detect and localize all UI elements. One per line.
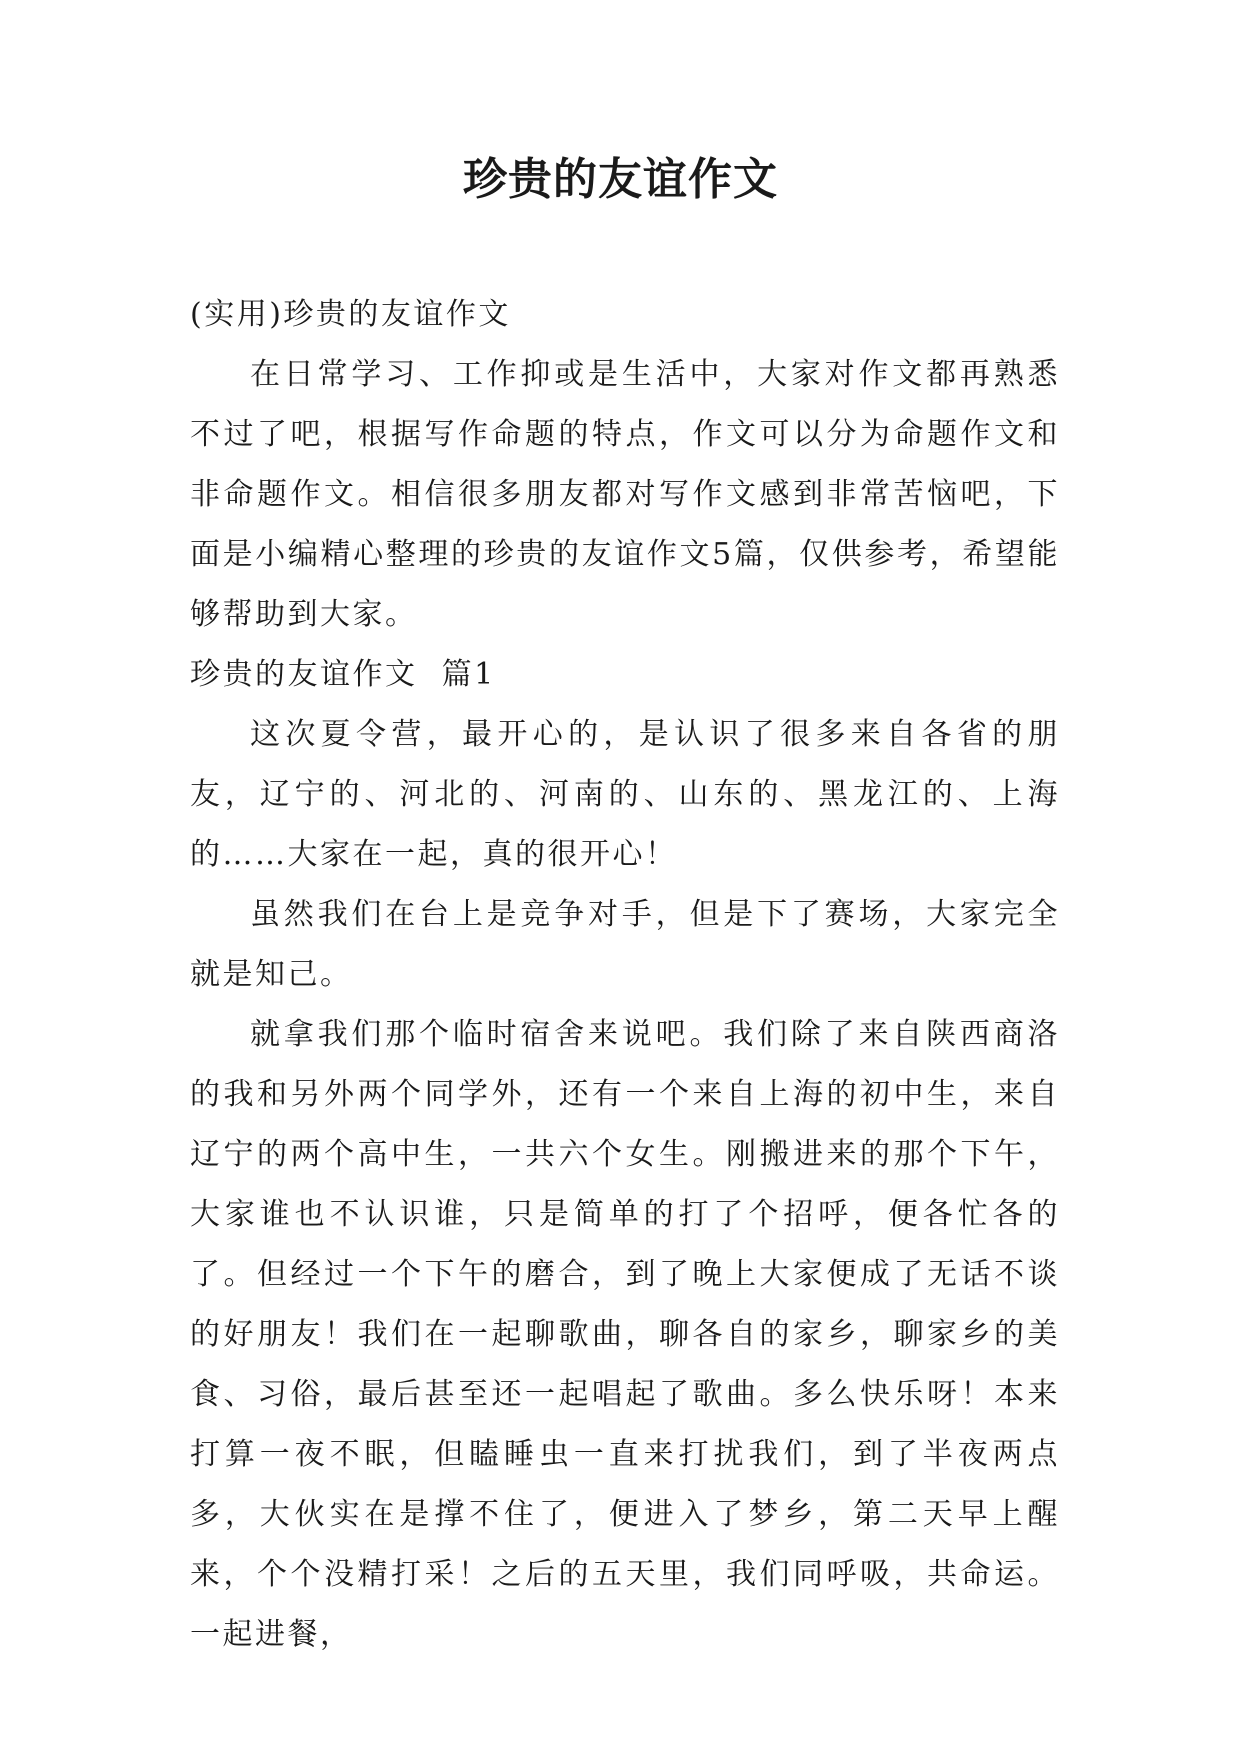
document-title: 珍贵的友谊作文 <box>463 154 778 205</box>
intro-paragraph: 在日常学习、工作抑或是生活中，大家对作文都再熟悉不过了吧，根据写作命题的特点，作文可以分为命题作文和非命题作文。相信很多朋友都对写作文感到非常苦恼吧，下面是小编精心整理的珍贵的友谊作文5篇，仅供参考，希望能够帮助到大家。 <box>190 357 1060 632</box>
body-paragraph: 虽然我们在台上是竞争对手，但是下了赛场，大家完全就是知己。 <box>190 897 1060 992</box>
section-heading: 珍贵的友谊作文 篇1 <box>190 657 496 692</box>
document-subtitle: (实用)珍贵的友谊作文 <box>190 297 511 332</box>
document-body <box>190 285 1060 1665</box>
body-paragraph: 这次夏令营，最开心的，是认识了很多来自各省的朋友，辽宁的、河北的、河南的、山东的、黑龙江的、上海的……大家在一起，真的很开心！ <box>190 717 1060 872</box>
body-paragraph: 就拿我们那个临时宿舍来说吧。我们除了来自陕西商洛的我和另外两个同学外，还有一个来自上海的初中生，来自辽宁的两个高中生，一共六个女生。刚搬进来的那个下午，大家谁也不认识谁，只是简单的打了个招呼，便各忙各的了。但经过一个下午的磨合，到了晚上大家便成了无话不谈的好朋友！我们在一起聊歌曲，聊各自的家乡，聊家乡的美食、习俗，最后甚至还一起唱起了歌曲。多么快乐呀！本来打算一夜不眠，但瞌睡虫一直来打扰我们，到了半夜两点多，大伙实在是撑不住了，便进入了梦乡，第二天早上醒来，个个没精打采！之后的五天里，我们同呼吸，共命运。一起进餐， <box>190 1017 1060 1652</box>
